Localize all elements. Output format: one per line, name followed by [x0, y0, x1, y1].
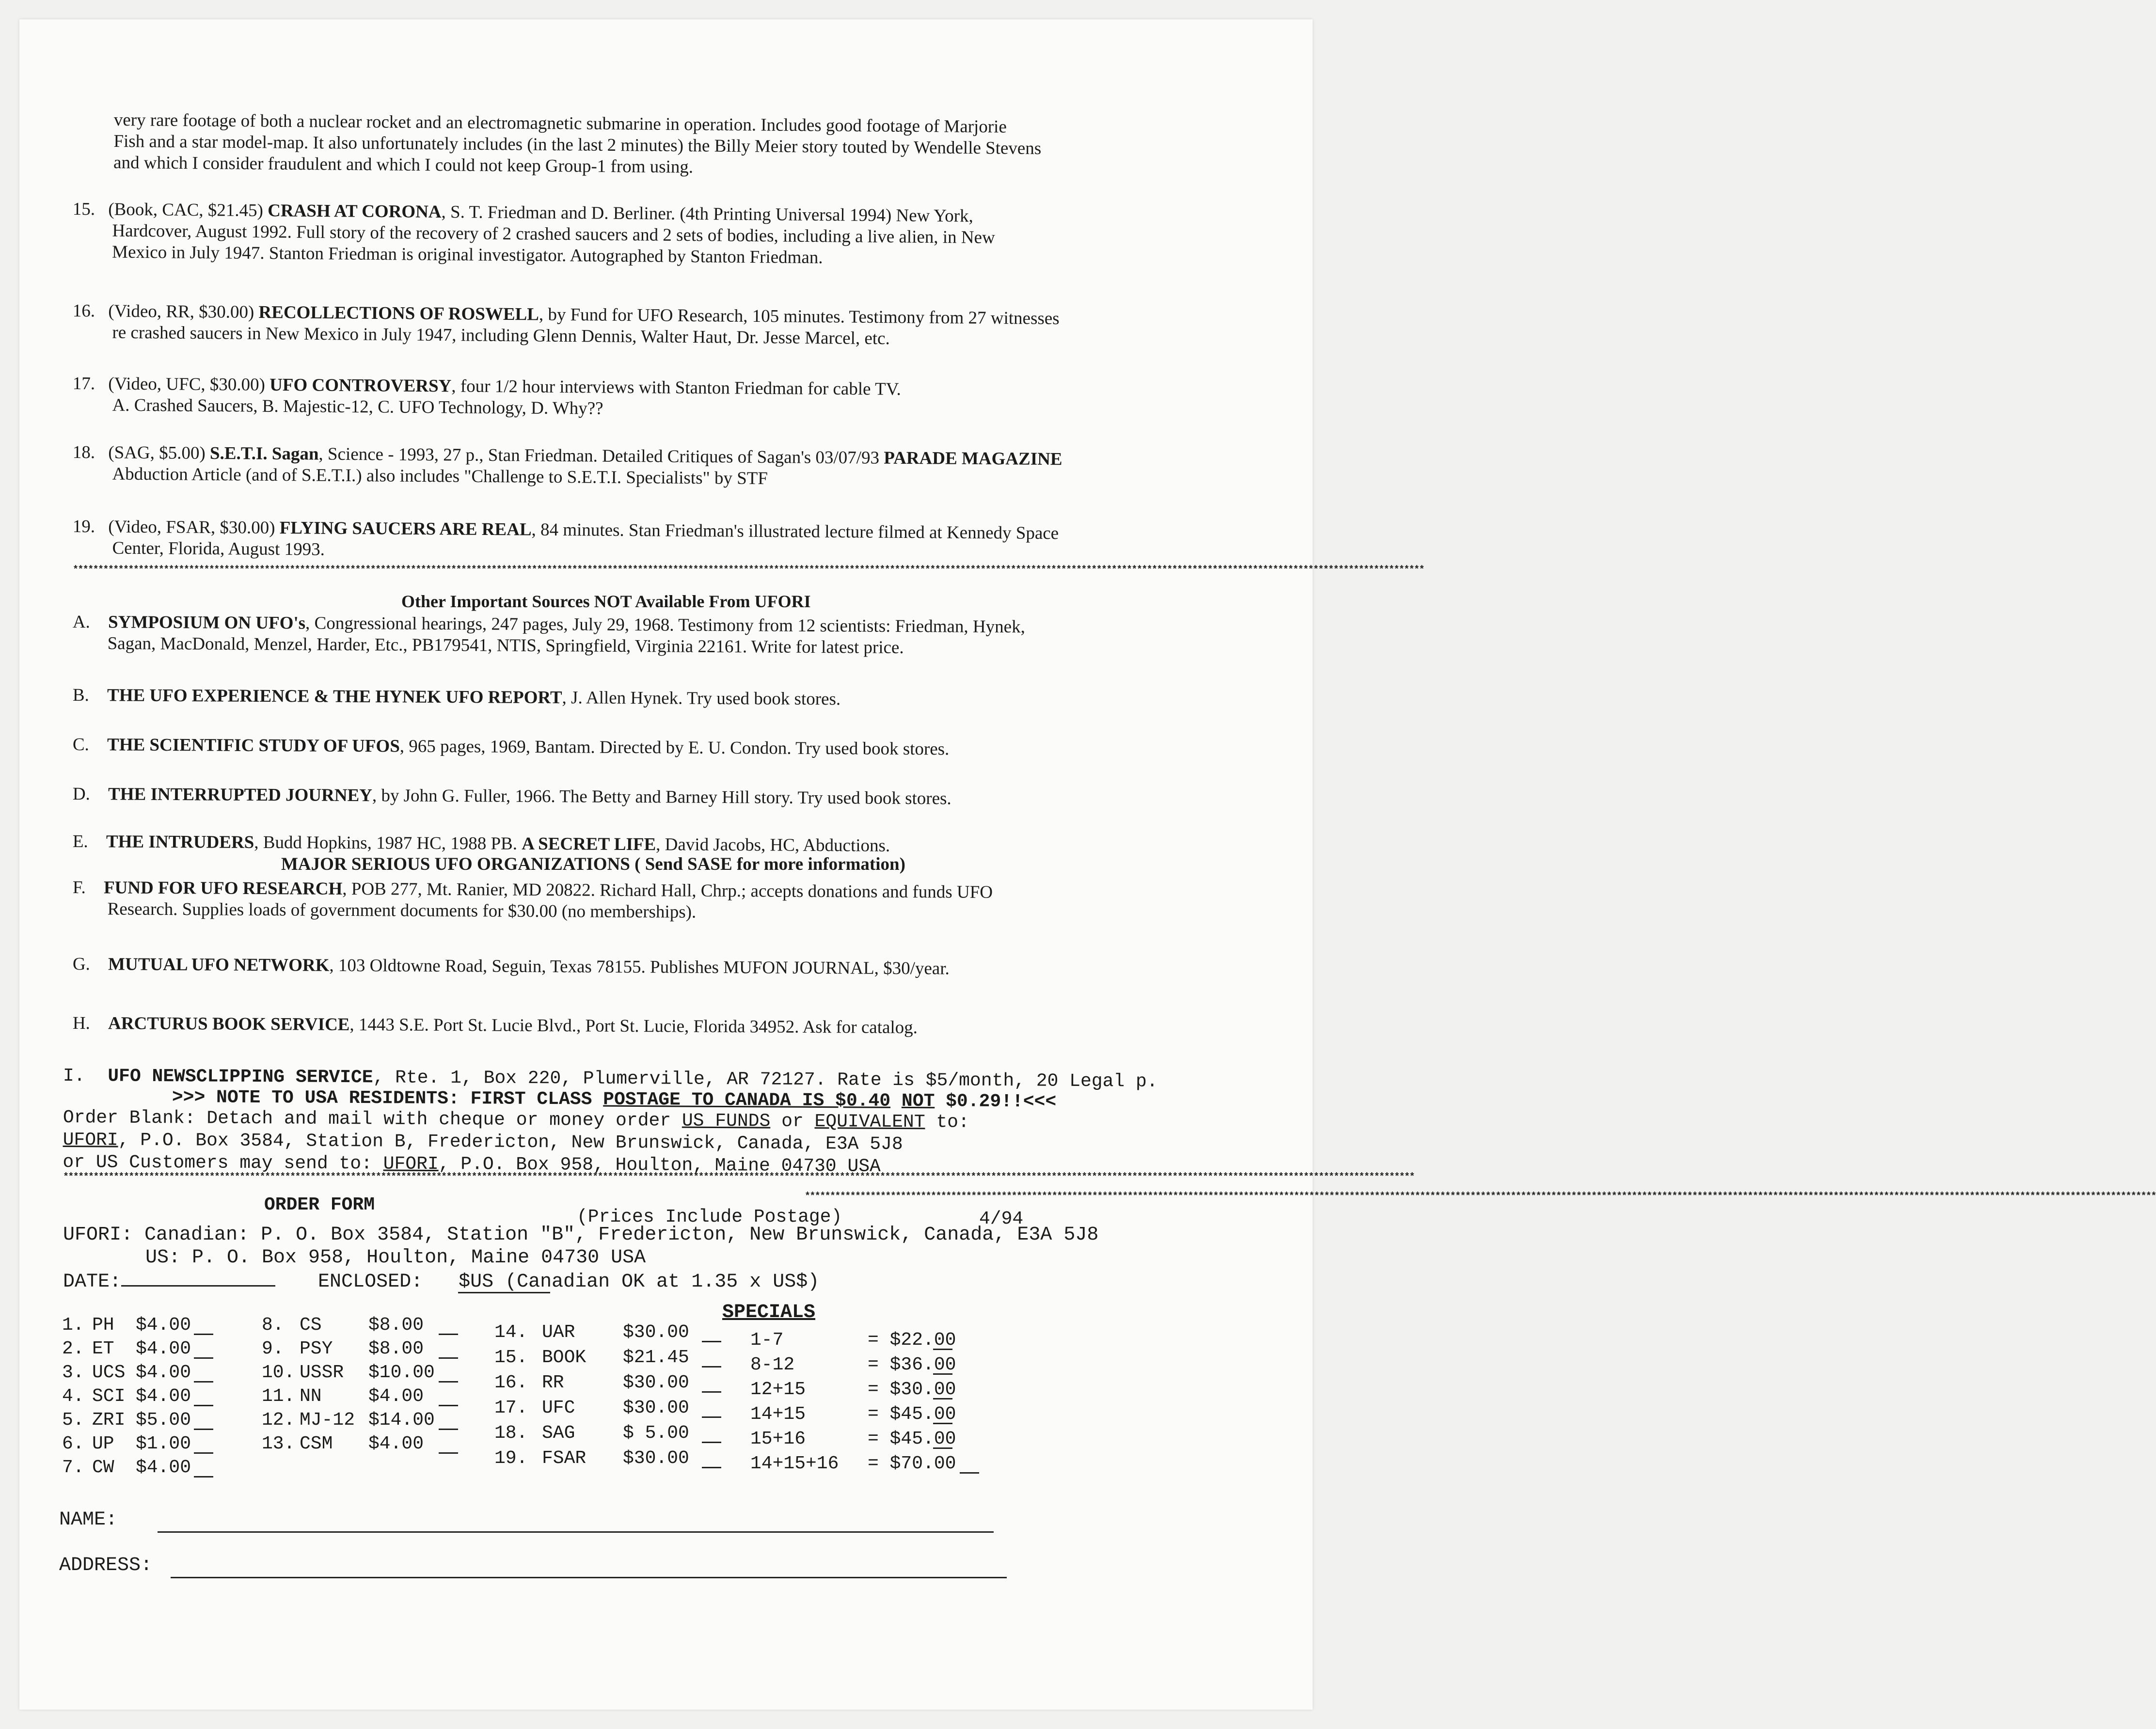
item-18-line-2: Abduction Article (and of S.E.T.I.) also includes "Challenge to S.E.T.I. Specialists" by STF: [112, 464, 768, 489]
order-item-price: $5.00: [136, 1410, 191, 1430]
order-item-number: 19.: [494, 1448, 528, 1469]
item-15-title: CRASH AT CORONA: [268, 201, 442, 222]
order-item-number: 13.: [262, 1433, 295, 1454]
order-item-price: $4.00: [136, 1338, 191, 1359]
special-quantity-blank[interactable]: [933, 1447, 952, 1449]
order-item-price: $8.00: [368, 1338, 424, 1359]
source-e-title-2: A SECRET LIFE: [522, 833, 656, 855]
order-item-price: $8.00: [368, 1315, 424, 1336]
prices-note: (Prices Include Postage): [577, 1207, 842, 1227]
asterisk-divider-2: ****************************************************************************************************************************************************************************************************************************************************************************: [63, 1172, 1414, 1183]
order-quantity-blank[interactable]: [194, 1357, 213, 1359]
item-18: [72, 442, 1062, 491]
special-price: = $45.00: [868, 1429, 956, 1449]
item-19-code: (Video, FSAR, $30.00): [108, 517, 275, 538]
date-label: DATE:: [63, 1271, 122, 1293]
item-16-line-2: re crashed saucers in New Mexico in July 1947, including Glenn Dennis, Walter Haut, Dr. Jesse Marcel, etc.: [112, 322, 890, 349]
enclosed-blank-line: [458, 1292, 550, 1293]
order-item-number: 8.: [262, 1315, 284, 1336]
special-quantity-blank[interactable]: [933, 1423, 952, 1424]
order-quantity-blank[interactable]: [702, 1391, 721, 1393]
order-item-number: 12.: [262, 1410, 295, 1430]
source-a-line-2: Sagan, MacDonald, Menzel, Harder, Etc., PB179541, NTIS, Springfield, Virginia 22161. Write for latest price.: [107, 633, 904, 658]
order-quantity-blank[interactable]: [439, 1452, 458, 1454]
other-sources-heading: Other Important Sources NOT Available From UFORI: [401, 592, 811, 611]
usa-note-gap: [890, 1091, 902, 1112]
order-quantity-blank[interactable]: [702, 1467, 721, 1468]
source-g-letter: G.: [72, 954, 90, 975]
source-b-title: THE UFO EXPERIENCE & THE HYNEK UFO REPORT: [107, 685, 562, 708]
special-combo: 12+15: [750, 1379, 806, 1400]
order-item-number: 16.: [494, 1372, 528, 1393]
order-item-price: $14.00: [368, 1410, 435, 1430]
order-blank-line-2: UFORI, P.O. Box 3584, Station B, Fredericton, New Brunswick, Canada, E3A 5J8: [63, 1129, 903, 1155]
order-item-number: 1.: [62, 1315, 84, 1336]
item-19-number: 19.: [72, 517, 95, 537]
order-item-code: BOOK: [542, 1347, 587, 1368]
order-item-price: $21.45: [623, 1347, 689, 1368]
ufori-addresses: [63, 1224, 1098, 1269]
source-f: [73, 877, 993, 925]
order-item-code: PSY: [300, 1338, 333, 1359]
order-form-title: ORDER FORM: [264, 1195, 375, 1215]
form-date: 4/94: [979, 1209, 1024, 1229]
order-quantity-blank[interactable]: [194, 1334, 213, 1335]
special-price: = $22.00: [868, 1330, 956, 1351]
usa-note-tail: $0.29!!<<<: [935, 1091, 1057, 1113]
asterisk-divider-3: ****************************************************************************************************************************************************************************************************************************************************************************: [805, 1191, 2156, 1202]
item-16-number: 16.: [72, 300, 95, 321]
source-a: [73, 612, 1025, 659]
order-item-price: $30.00: [623, 1448, 689, 1469]
item-17-rest: , four 1/2 hour interviews with Stanton Friedman for cable TV.: [451, 376, 902, 399]
order-blank-line-1: Order Blank: Detach and mail with cheque or money order US FUNDS or EQUIVALENT to:: [63, 1107, 969, 1133]
special-combo: 14+15+16: [750, 1453, 839, 1474]
item-19: [72, 516, 1059, 566]
order-item-number: 17.: [494, 1398, 528, 1418]
order-quantity-blank[interactable]: [194, 1429, 213, 1430]
address-field[interactable]: [171, 1577, 1007, 1578]
order-item-number: 18.: [494, 1423, 528, 1444]
source-g-title: MUTUAL UFO NETWORK: [108, 954, 330, 975]
source-g-rest: , 103 Oldtowne Road, Seguin, Texas 78155. Publishes MUFON JOURNAL, $30/year.: [329, 955, 950, 979]
special-quantity-blank[interactable]: [933, 1349, 952, 1350]
continuation-paragraph: [113, 110, 1042, 181]
order-blank-instructions: [63, 1107, 969, 1179]
order-item-price: $4.00: [136, 1362, 191, 1383]
usa-note-lead: >>> NOTE TO USA RESIDENTS: FIRST CLASS: [172, 1087, 603, 1110]
item-18-title: S.E.T.I. Sagan: [209, 443, 319, 464]
order-item-price: $4.00: [136, 1315, 191, 1336]
source-a-title: SYMPOSIUM ON UFO's: [108, 612, 306, 633]
order-item-code: SAG: [542, 1423, 575, 1444]
order-item-price: $4.00: [368, 1433, 424, 1454]
order-quantity-blank[interactable]: [439, 1334, 458, 1335]
special-quantity-blank[interactable]: [933, 1398, 952, 1399]
order-quantity-blank[interactable]: [194, 1452, 213, 1454]
item-16: [72, 300, 1060, 351]
order-item-code: UCS: [92, 1362, 126, 1383]
item-15-line-2: Hardcover, August 1992. Full story of the recovery of 2 crashed saucers and 2 sets of bodies, including a live alien, in New: [112, 220, 995, 248]
item-16-code: (Video, RR, $30.00): [108, 301, 254, 322]
item-15-line-3: Mexico in July 1947. Stanton Friedman is original investigator. Autographed by Stanton Friedman.: [111, 242, 823, 268]
special-price: = $30.00: [868, 1379, 956, 1400]
source-h-rest: , 1443 S.E. Port St. Lucie Blvd., Port St. Lucie, Florida 34952. Ask for catalog.: [349, 1014, 918, 1038]
order-item-number: 11.: [262, 1386, 295, 1407]
usa-note-postage: POSTAGE TO CANADA IS $0.40: [603, 1089, 891, 1112]
order-quantity-blank[interactable]: [194, 1381, 213, 1383]
order-item-price: $30.00: [623, 1322, 689, 1343]
order-item-number: 15.: [494, 1347, 528, 1368]
source-e-rest: , Budd Hopkins, 1987 HC, 1988 PB.: [254, 832, 522, 854]
order-item-price: $30.00: [623, 1372, 689, 1393]
major-organizations-note: ( Send SASE for more information): [634, 854, 905, 874]
order-item-number: 4.: [62, 1386, 84, 1407]
source-b: [73, 685, 841, 710]
source-f-letter: F.: [72, 878, 86, 898]
item-15: [72, 199, 995, 270]
continuation-line-2: Fish and a star model-map. It also unfortunately includes (in the last 2 minutes) the Billy Meier story touted by Wendelle Stevens: [113, 131, 1042, 159]
source-c-letter: C.: [72, 735, 89, 755]
major-organizations-heading: [281, 854, 905, 875]
item-18-parade: PARADE MAGAZINE: [884, 448, 1062, 470]
special-combo: 1-7: [750, 1330, 784, 1351]
name-label: NAME:: [59, 1509, 118, 1531]
special-price: = $70.00: [868, 1453, 956, 1474]
special-combo: 8-12: [750, 1354, 795, 1375]
order-item-code: USSR: [300, 1362, 344, 1383]
special-quantity-blank[interactable]: [933, 1373, 952, 1375]
equivalent-label: EQUIVALENT: [814, 1111, 925, 1133]
special-quantity-blank[interactable]: [960, 1472, 979, 1474]
major-organizations-title: MAJOR SERIOUS UFO ORGANIZATIONS: [281, 854, 630, 874]
order-item-price: $1.00: [136, 1433, 191, 1454]
source-i-title: UFO NEWSCLIPPING SERVICE: [108, 1066, 373, 1088]
source-d-rest: , by John G. Fuller, 1966. The Betty and Barney Hill story. Try used book stores.: [372, 786, 951, 809]
order-item-code: SCI: [92, 1386, 126, 1407]
usa-note-not: NOT: [901, 1090, 935, 1112]
date-field[interactable]: [121, 1285, 275, 1287]
order-quantity-blank[interactable]: [702, 1416, 721, 1418]
source-c-rest: , 965 pages, 1969, Bantam. Directed by E. U. Condon. Try used book stores.: [399, 736, 950, 759]
order-item-code: UP: [92, 1433, 114, 1454]
source-i-rest: , Rte. 1, Box 220, Plumerville, AR 72127. Rate is $5/month, 20 Legal p.: [373, 1067, 1158, 1092]
order-item-number: 3.: [62, 1362, 84, 1383]
order-item-code: PH: [92, 1315, 114, 1336]
order-quantity-blank[interactable]: [702, 1442, 721, 1443]
order-item-number: 10.: [262, 1362, 295, 1383]
source-c-title: THE SCIENTIFIC STUDY OF UFOS: [107, 735, 400, 756]
item-19-title: FLYING SAUCERS ARE REAL: [279, 518, 532, 540]
item-17-code: (Video, UFC, $30.00): [108, 374, 266, 395]
item-16-title: RECOLLECTIONS OF ROSWELL: [258, 302, 539, 325]
source-b-rest: , J. Allen Hynek. Try used book stores.: [562, 688, 841, 709]
item-19-rest: , 84 minutes. Stan Friedman's illustrated lecture filmed at Kennedy Space: [531, 519, 1059, 544]
source-i-letter: I.: [63, 1066, 85, 1087]
source-h-title: ARCTURUS BOOK SERVICE: [108, 1013, 350, 1035]
item-17-title: UFO CONTROVERSY: [270, 375, 452, 396]
item-18-number: 18.: [72, 442, 95, 463]
order-item-price: $30.00: [623, 1398, 689, 1418]
item-16-rest: , by Fund for UFO Research, 105 minutes. Testimony from 27 witnesses: [539, 304, 1060, 329]
order-item-code: ET: [92, 1338, 114, 1359]
order-quantity-blank[interactable]: [194, 1476, 213, 1478]
order-item-code: NN: [300, 1386, 322, 1407]
item-15-rest: , S. T. Friedman and D. Berliner. (4th Printing Universal 1994) New York,: [441, 202, 973, 226]
source-a-rest: , Congressional hearings, 247 pages, July 29, 1968. Testimony from 12 scientists: Friedman, Hynek,: [305, 613, 1025, 637]
source-e: [73, 831, 890, 857]
order-item-code: MJ-12: [300, 1410, 355, 1430]
order-item-number: 14.: [494, 1322, 528, 1343]
order-item-number: 5.: [62, 1410, 84, 1430]
order-item-code: UFC: [542, 1398, 575, 1418]
item-15-number: 15.: [72, 199, 95, 220]
order-item-number: 2.: [62, 1338, 84, 1359]
enclosed-label: ENCLOSED:: [318, 1271, 423, 1293]
order-item-code: UAR: [542, 1322, 575, 1343]
order-item-code: RR: [542, 1372, 564, 1393]
item-15-code: (Book, CAC, $21.45): [108, 199, 264, 221]
specials-heading: SPECIALS: [722, 1302, 816, 1323]
order-item-code: ZRI: [92, 1410, 126, 1430]
source-f-line-2: Research. Supplies loads of government documents for $30.00 (no memberships).: [107, 899, 697, 922]
currency-note: $US (Canadian OK at 1.35 x US$): [459, 1271, 820, 1293]
special-combo: 15+16: [750, 1429, 806, 1449]
address-label: ADDRESS:: [59, 1555, 153, 1576]
source-e-title: THE INTRUDERS: [106, 832, 254, 852]
source-f-title: FUND FOR UFO RESEARCH: [103, 878, 343, 899]
name-field[interactable]: [158, 1531, 994, 1533]
order-item-price: $4.00: [368, 1386, 424, 1407]
source-e-rest-2: , David Jacobs, HC, Abductions.: [656, 834, 890, 856]
us-address: US: P. O. Box 958, Houlton, Maine 04730 USA: [145, 1247, 646, 1269]
continuation-line-3: and which I consider fraudulent and which I could not keep Group-1 from using.: [113, 152, 694, 177]
order-item-price: $4.00: [136, 1386, 191, 1407]
source-d-title: THE INTERRUPTED JOURNEY: [108, 784, 373, 806]
ufori-canada-label: UFORI: [63, 1129, 118, 1151]
source-e-letter: E.: [72, 832, 88, 852]
order-quantity-blank[interactable]: [702, 1341, 721, 1342]
source-a-letter: A.: [72, 612, 90, 632]
source-d-letter: D.: [72, 784, 90, 804]
date-enclosed-line: [63, 1271, 819, 1294]
source-h-letter: H.: [72, 1013, 90, 1034]
order-quantity-blank[interactable]: [194, 1405, 213, 1406]
ufori-usa-label: UFORI: [383, 1153, 439, 1175]
order-item-code: FSAR: [542, 1448, 587, 1469]
source-b-letter: B.: [72, 685, 89, 706]
order-item-number: 6.: [62, 1433, 84, 1454]
order-item-number: 7.: [62, 1457, 84, 1478]
order-quantity-blank[interactable]: [439, 1429, 458, 1430]
canadian-address: UFORI: Canadian: P. O. Box 3584, Station "B", Fredericton, New Brunswick, Canada, E3A 5J8: [63, 1224, 1099, 1246]
order-quantity-blank[interactable]: [702, 1366, 721, 1367]
item-17-number: 17.: [72, 374, 95, 394]
order-item-code: CSM: [300, 1433, 333, 1454]
order-quantity-blank[interactable]: [439, 1405, 458, 1406]
order-blank-line-3: or US Customers may send to: UFORI, P.O. Box 958, Houlton, Maine 04730 USA: [63, 1151, 881, 1177]
item-17: [72, 373, 901, 422]
source-h: [73, 1013, 918, 1038]
special-combo: 14+15: [750, 1404, 806, 1425]
order-item-price: $4.00: [136, 1457, 191, 1478]
item-19-line-2: Center, Florida, August 1993.: [112, 538, 325, 560]
special-price: = $45.00: [868, 1404, 956, 1425]
order-item-number: 9.: [262, 1338, 284, 1359]
item-17-line-2: A. Crashed Saucers, B. Majestic-12, C. UFO Technology, D. Why??: [112, 395, 603, 419]
asterisk-divider-1: ****************************************************************************************************************************************************************************************************************************************************************************: [73, 565, 1424, 576]
order-item-price: $10.00: [368, 1362, 435, 1383]
order-quantity-blank[interactable]: [439, 1381, 458, 1383]
item-18-rest: , Science - 1993, 27 p., Stan Friedman. Detailed Critiques of Sagan's 03/07/93: [318, 444, 884, 468]
order-item-price: $ 5.00: [623, 1423, 689, 1444]
continuation-line-1: very rare footage of both a nuclear rocket and an electromagnetic submarine in operation. Includes good footage of Marjorie: [113, 110, 1007, 137]
special-price: = $36.00: [868, 1354, 956, 1375]
order-item-code: CS: [300, 1315, 322, 1336]
order-item-code: CW: [92, 1457, 114, 1478]
us-funds-label: US FUNDS: [682, 1110, 771, 1132]
item-18-code: (SAG, $5.00): [108, 442, 206, 463]
order-quantity-blank[interactable]: [439, 1357, 458, 1359]
source-f-rest: , POB 277, Mt. Ranier, MD 20822. Richard Hall, Chrp.; accepts donations and funds UFO: [342, 879, 993, 902]
